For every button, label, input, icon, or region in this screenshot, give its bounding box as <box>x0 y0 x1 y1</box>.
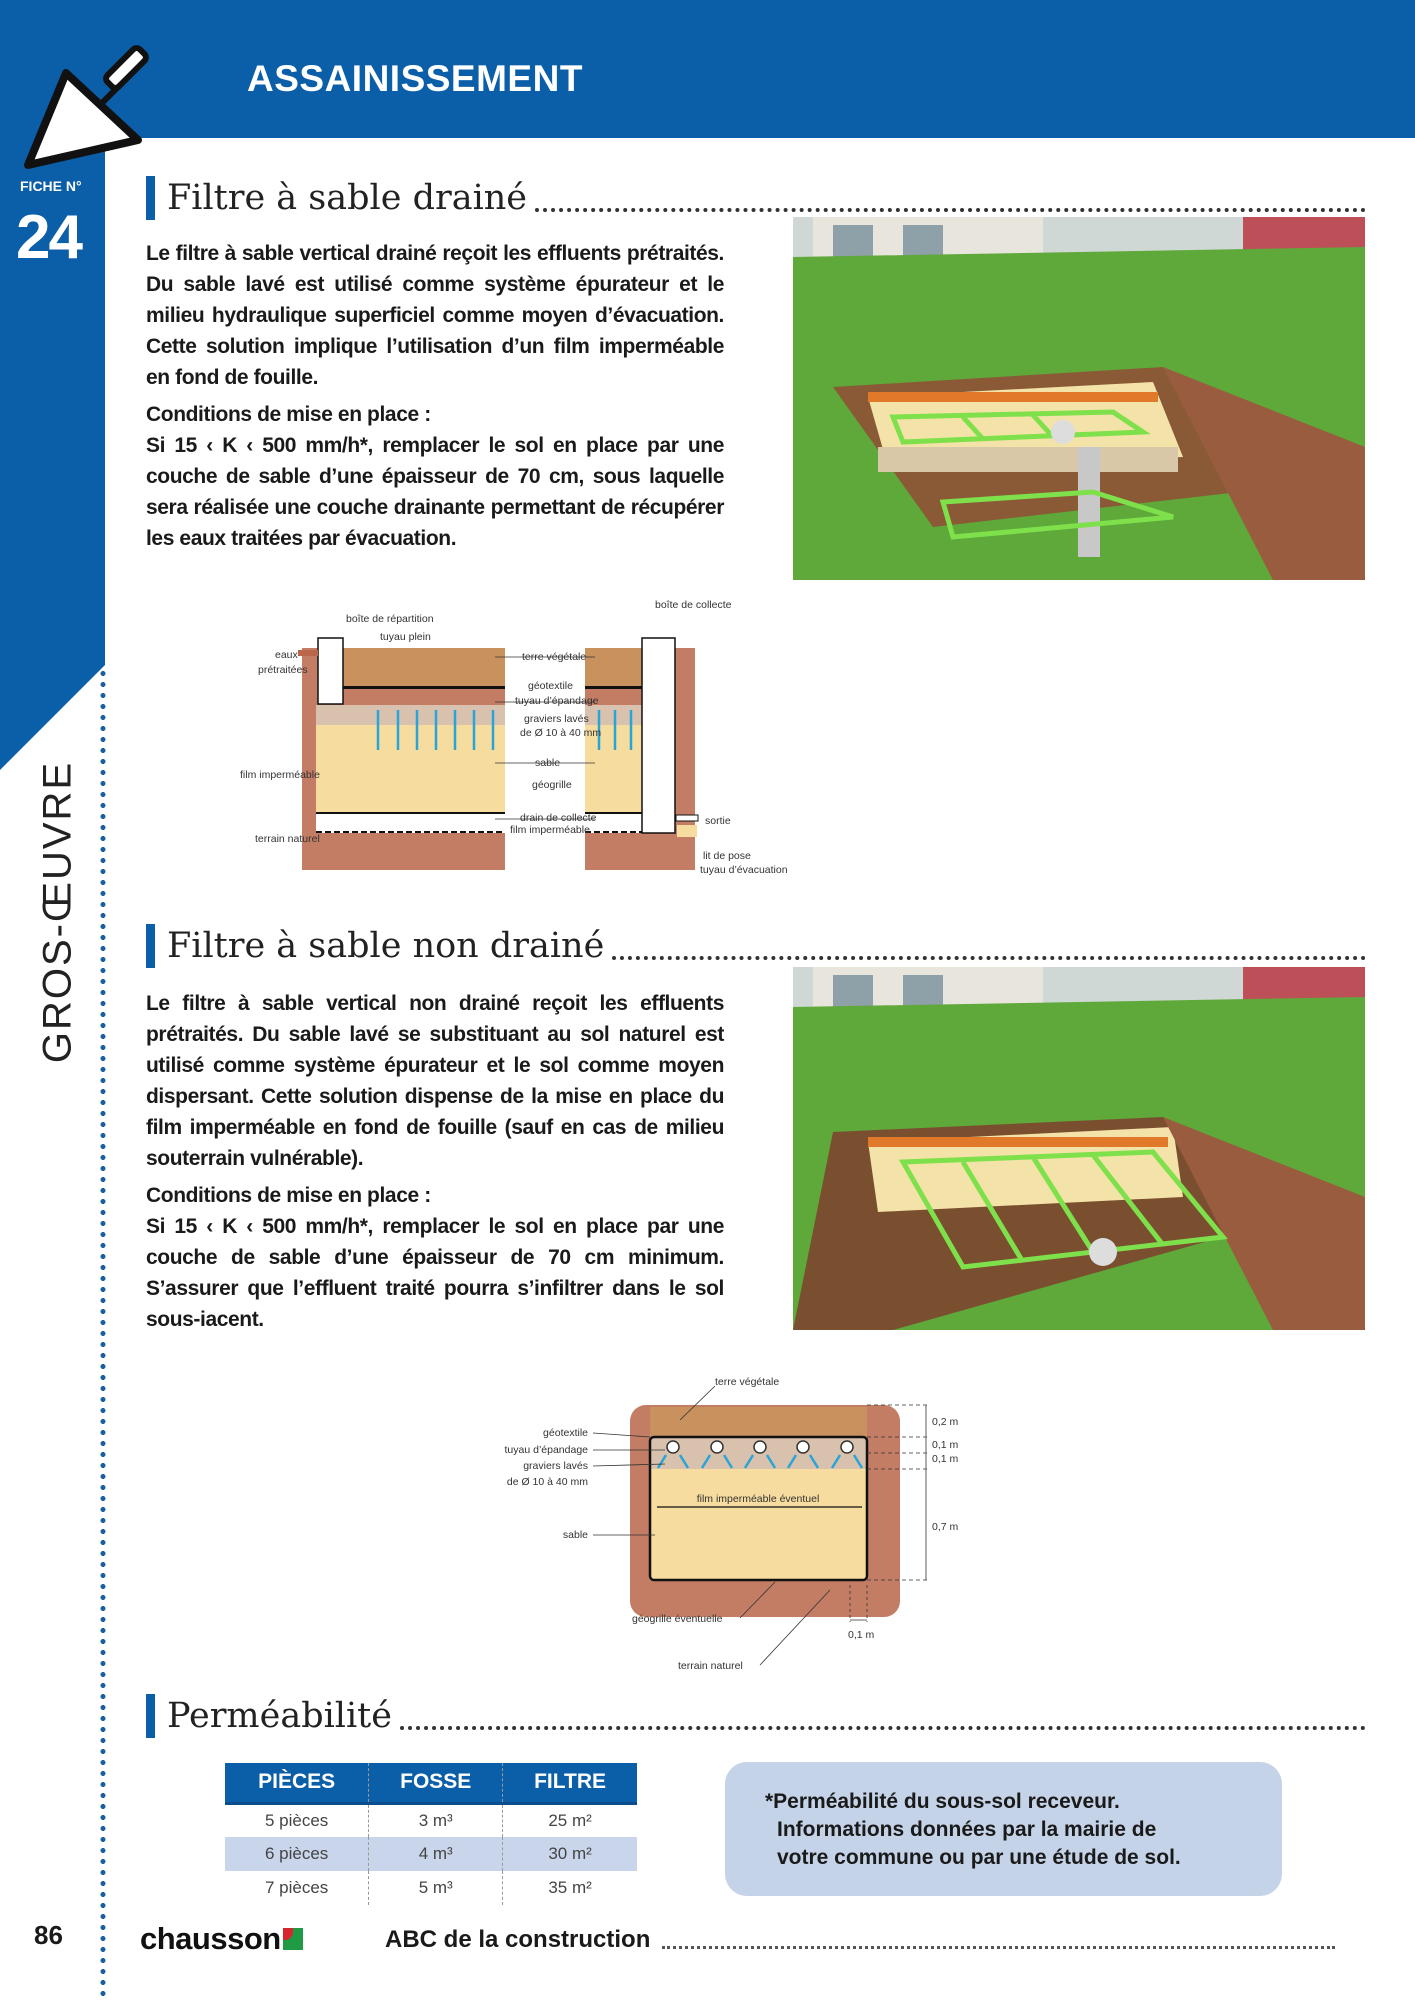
sizing-table <box>225 1763 637 1905</box>
label-tuyau-epandage: tuyau d’épandage <box>515 695 599 707</box>
label-sable: sable <box>535 757 561 769</box>
table-row <box>225 1871 637 1905</box>
label-terrain: terrain naturel <box>255 833 320 845</box>
label-film-center: film imperméable <box>510 824 590 836</box>
undrained-filter-illustration <box>793 967 1365 1330</box>
label-graviers: graviers lavés <box>523 1460 588 1472</box>
section-label: GROS-ŒUVRE <box>35 760 80 1064</box>
label-graviers-dim: de Ø 10 à 40 mm <box>506 1476 588 1488</box>
table-cell: 7 pièces <box>264 1878 329 1897</box>
table-row <box>225 1837 637 1871</box>
table-row <box>225 1803 637 1837</box>
drained-description <box>146 238 724 554</box>
dotted-leader <box>535 208 1366 212</box>
footer-subtitle: ABC de la construction <box>385 1926 651 1953</box>
fiche-label: FICHE N° <box>20 178 82 194</box>
dim-3: 0,1 m <box>932 1453 959 1465</box>
label-film-left: film imperméable <box>240 769 320 781</box>
label-film: film imperméable éventuel <box>696 1493 820 1505</box>
heading-text: Filtre à sable non drainé <box>167 926 605 966</box>
label-sable: sable <box>562 1529 588 1541</box>
dim-2: 0,1 m <box>932 1439 959 1451</box>
note-line: votre commune ou par une étude de sol. <box>777 1846 1181 1869</box>
conditions-title: Conditions de mise en place : <box>146 1184 431 1207</box>
column-header: PIÈCES <box>225 1763 369 1803</box>
brand-name: chausson <box>140 1921 281 1956</box>
label-pretraitees: prétraitées <box>258 664 308 676</box>
label-eaux: eaux <box>275 649 298 661</box>
dotted-leader <box>400 1726 1366 1730</box>
table-header-row <box>225 1763 637 1803</box>
heading-bar <box>146 176 155 220</box>
label-geogrille: géogrille <box>532 779 572 791</box>
section-heading-permeability <box>146 1690 1366 1738</box>
label-terre-vegetale: terre végétale <box>715 1376 780 1388</box>
table-cell: 5 pièces <box>264 1810 329 1830</box>
label-tuyau-evacuation: tuyau d’évacuation <box>700 864 788 876</box>
table-cell: 6 pièces <box>225 1837 369 1871</box>
page-number: 86 <box>34 1920 63 1950</box>
label-graviers: graviers lavés <box>524 713 589 725</box>
section-heading-undrained <box>146 920 1366 968</box>
conditions-text: Si 15 ‹ K ‹ 500 mm/h*, remplacer le sol en place par une couche de sable d’une épaisseur de 70 cm minimum. S’assurer que l’effluent traité pourra s’infiltrer dans le sol sous-iacent. <box>146 1215 724 1331</box>
note-line: Informations données par la mairie de <box>777 1818 1157 1841</box>
column-header: FILTRE <box>503 1763 637 1803</box>
heading-text: Filtre à sable drainé <box>167 178 528 218</box>
label-tuyau-plein: tuyau plein <box>380 631 431 643</box>
fiche-number: 24 <box>16 203 81 272</box>
conditions-title: Conditions de mise en place : <box>146 403 431 426</box>
note-line: *Perméabilité du sous-sol receveur. <box>765 1790 1120 1813</box>
dim-top: 0,2 m <box>932 1416 959 1428</box>
table-cell: 30 m² <box>503 1837 637 1871</box>
footer-dotted-line <box>662 1946 1335 1949</box>
label-boite-repartition: boîte de répartition <box>346 613 434 625</box>
column-header: FOSSE <box>369 1763 503 1803</box>
table-cell: 3 m³ <box>369 1803 503 1837</box>
table-cell: 5 m³ <box>369 1871 503 1905</box>
permeability-note <box>725 1762 1282 1896</box>
trowel-icon <box>18 25 168 175</box>
paragraph: Le filtre à sable vertical non drainé reçoit les effluents prétraités. Du sable lavé se substituant au sol naturel est utilisé comme système épurateur et le sol comme moyen dispersant. Cette solution dispense de la mise en place du film imperméable en fond de fouille (sauf en cas de milieu souterrain vulnérable). <box>146 992 724 1170</box>
heading-bar <box>146 1694 155 1738</box>
dim-side: 0,1 m <box>848 1629 875 1641</box>
label-lit-pose: lit de pose <box>703 850 751 862</box>
table-cell: 25 m² <box>503 1803 637 1837</box>
undrained-description <box>146 988 724 1335</box>
brand-logo <box>140 1921 303 1957</box>
conditions-text: Si 15 ‹ K ‹ 500 mm/h*, remplacer le sol en place par une couche de sable d’une épaisseur de 70 cm, sous laquelle sera réalisée une couche drainante permettant de récupérer les eaux traitées par évacuation. <box>146 434 724 550</box>
label-geogrille: géogrille éventuelle <box>632 1613 723 1625</box>
dotted-divider <box>100 668 106 2000</box>
label-terrain: terrain naturel <box>678 1660 743 1672</box>
logo-mark-icon <box>283 1928 303 1950</box>
label-tuyau-epandage: tuyau d’épandage <box>504 1444 588 1456</box>
dim-sand: 0,7 m <box>932 1521 959 1533</box>
heading-bar <box>146 924 155 968</box>
label-boite-collecte: boîte de collecte <box>655 599 732 611</box>
label-terre-vegetale: terre végétale <box>522 651 587 663</box>
table-cell: 35 m² <box>503 1871 637 1905</box>
drained-filter-diagram <box>240 600 1290 890</box>
undrained-filter-diagram <box>470 1360 1050 1680</box>
label-geotextile: géotextile <box>528 680 573 692</box>
table-cell: 4 m³ <box>369 1837 503 1871</box>
dotted-leader <box>612 956 1366 960</box>
header-bar <box>0 0 1415 138</box>
label-geotextile: géotextile <box>543 1427 588 1439</box>
page-title: ASSAINISSEMENT <box>247 58 583 99</box>
section-heading-drained <box>146 172 1366 220</box>
paragraph: Le filtre à sable vertical drainé reçoit les effluents prétraités. Du sable lavé est utilisé comme système épurateur et le milieu hydraulique superficiel comme moyen d’évacuation. Cette solution implique l’utilisation d’un film imperméable en fond de fouille. <box>146 242 724 389</box>
drained-filter-illustration <box>793 217 1365 580</box>
label-graviers-dim: de Ø 10 à 40 mm <box>520 727 602 739</box>
heading-text: Perméabilité <box>167 1696 392 1736</box>
label-sortie: sortie <box>705 815 731 827</box>
label-drain: drain de collecte <box>520 812 597 824</box>
